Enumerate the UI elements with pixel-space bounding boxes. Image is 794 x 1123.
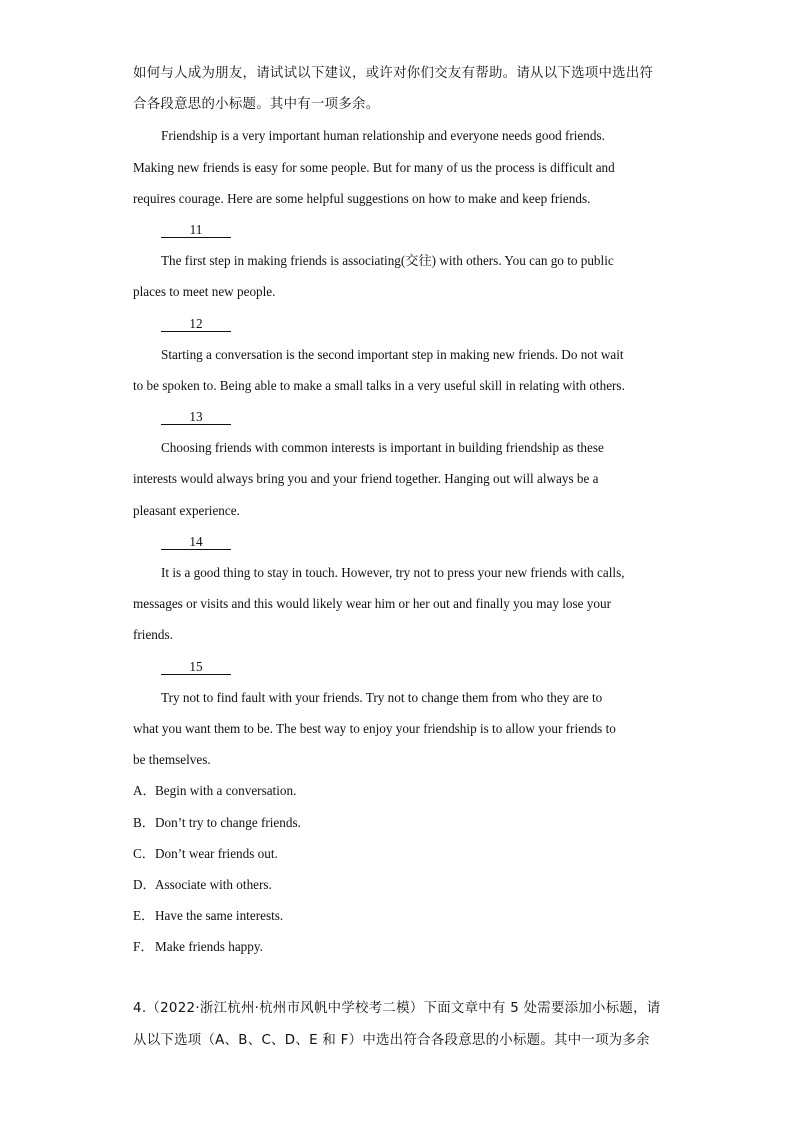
paragraph-line: pleasant experience.: [133, 502, 240, 518]
option-letter: B．: [133, 814, 155, 830]
answer-blank-13[interactable]: 13: [161, 410, 231, 425]
question-line: 4.（2022·浙江杭州·杭州市风帆中学校考二模）下面文章中有 5 处需要添加小标题，请: [133, 1001, 661, 1017]
option-letter: A．: [133, 783, 156, 799]
paragraph-line: places to meet new people.: [133, 284, 276, 300]
paragraph-line: requires courage. Here are some helpful suggestions on how to make and keep friends.: [133, 190, 591, 206]
instruction-line: 如何与人成为朋友，请试试以下建议，或许对你们交友有帮助。请从以下选项中选出符: [133, 66, 654, 81]
paragraph-line: Starting a conversation is the second important step in making new friends. Do not wait: [161, 346, 624, 362]
options-list: [133, 775, 663, 962]
section-12: [133, 308, 663, 402]
paragraph-line: interests would always bring you and your friend together. Hanging out will always be a: [133, 471, 599, 487]
option-e[interactable]: [133, 900, 663, 931]
question-4-header: [133, 993, 663, 1055]
option-letter: F．: [133, 939, 154, 955]
section-11: [133, 214, 663, 308]
option-text: Make friends happy.: [155, 939, 263, 955]
section-15: [133, 651, 663, 776]
document-page: [133, 58, 663, 1056]
option-text: Don’t wear friends out.: [155, 845, 278, 861]
passage-opening: [133, 120, 663, 214]
answer-blank-11[interactable]: 11: [161, 223, 231, 238]
option-c[interactable]: [133, 838, 663, 869]
option-a[interactable]: [133, 775, 663, 806]
answer-blank-14[interactable]: 14: [161, 535, 231, 550]
option-letter: E．: [133, 908, 155, 924]
option-letter: D．: [133, 876, 156, 892]
option-text: Have the same interests.: [155, 908, 284, 924]
option-b[interactable]: [133, 807, 663, 838]
option-text: Don’t try to change friends.: [155, 814, 301, 830]
question-line: 从以下选项（A、B、C、D、E 和 F）中选出符合各段意思的小标题。其中一项为多余: [133, 1032, 650, 1048]
section-13: [133, 401, 663, 526]
paragraph-line: Making new friends is easy for some people. But for many of us the process is difficult and: [133, 159, 615, 175]
paragraph-line: messages or visits and this would likely wear him or her out and finally you may lose your: [133, 596, 611, 612]
paragraph-line: be themselves.: [133, 752, 211, 768]
instructions: [133, 58, 663, 120]
option-letter: C．: [133, 845, 155, 861]
paragraph-line: Try not to find fault with your friends. Try not to change them from who they are to: [161, 689, 603, 705]
spacer: [133, 962, 663, 993]
option-d[interactable]: [133, 869, 663, 900]
paragraph-line: The first step in making friends is associating(交往) with others. You can go to public: [161, 253, 614, 269]
paragraph-line: friends.: [133, 627, 173, 643]
option-text: Associate with others.: [155, 876, 272, 892]
instruction-line: 合各段意思的小标题。其中有一项多余。: [133, 97, 380, 113]
answer-blank-15[interactable]: 15: [161, 660, 231, 675]
option-f[interactable]: [133, 931, 663, 962]
option-text: Begin with a conversation.: [155, 783, 297, 799]
paragraph-line: what you want them to be. The best way to enjoy your friendship is to allow your friends to: [133, 720, 616, 736]
paragraph-line: Choosing friends with common interests is important in building friendship as these: [161, 440, 604, 456]
paragraph-line: It is a good thing to stay in touch. However, try not to press your new friends with calls,: [161, 565, 625, 580]
answer-blank-12[interactable]: 12: [161, 317, 231, 332]
paragraph-line: Friendship is a very important human relationship and everyone needs good friends.: [161, 128, 605, 144]
paragraph-line: to be spoken to. Being able to make a small talks in a very useful skill in relating with others.: [133, 377, 625, 393]
section-14: [133, 526, 663, 651]
